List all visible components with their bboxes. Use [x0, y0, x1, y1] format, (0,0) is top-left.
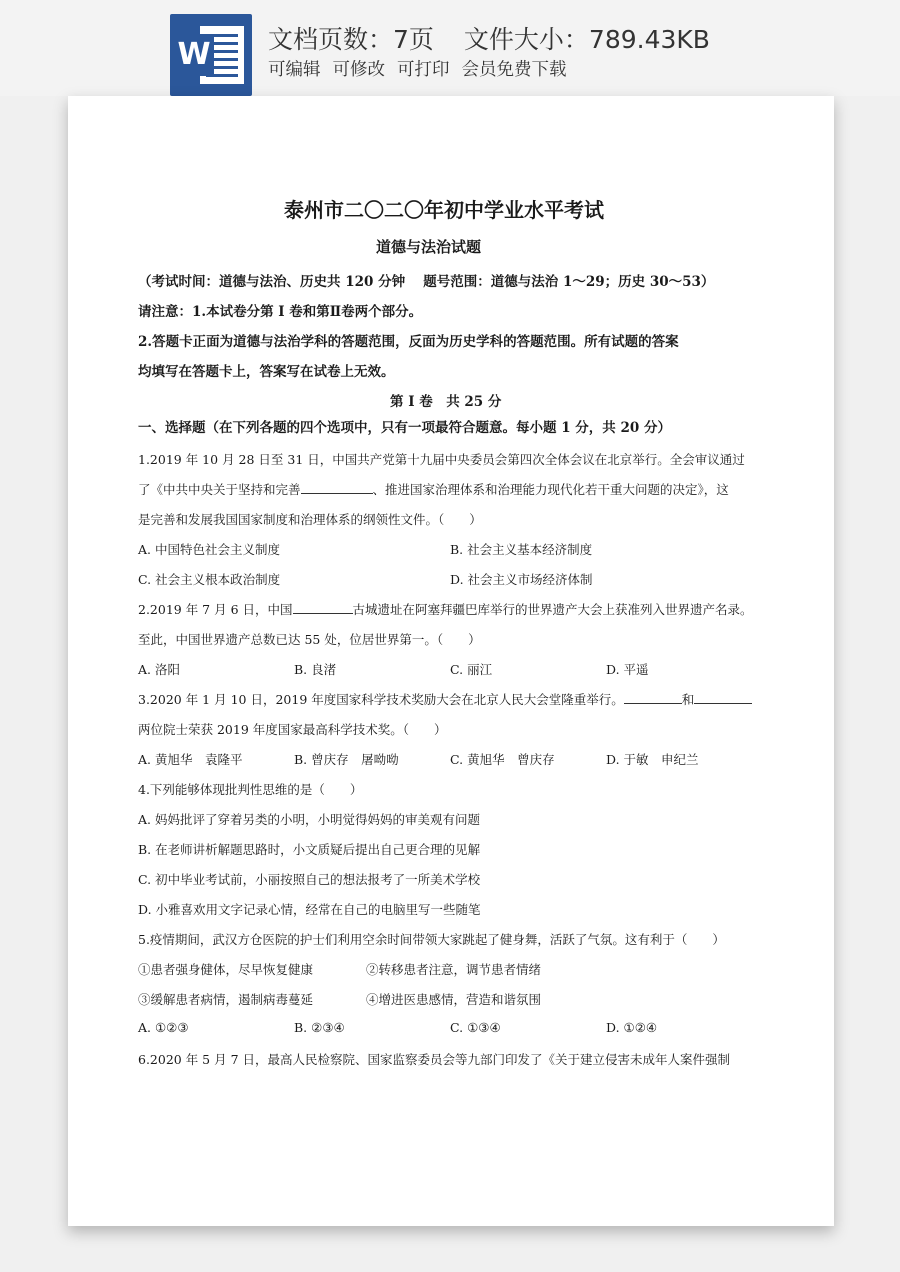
q5-statement-4: ④增进医患感情，营造和谐氛围 — [366, 992, 542, 1007]
exam-subtitle: 道德与法治试题 — [376, 238, 482, 256]
q5-statement-1: ①患者强身健体，尽早恢复健康 — [138, 962, 314, 977]
exam-title: 泰州市二〇二〇年初中学业水平考试 — [284, 198, 604, 222]
notice-2b: 均填写在答题卡上，答案写在试卷上无效。 — [138, 364, 395, 380]
feature-member-download: 会员免费下载 — [461, 60, 567, 80]
word-document-icon — [170, 14, 252, 96]
q2-option-c: C. 丽江 — [450, 662, 493, 677]
q1-line2 — [138, 480, 729, 498]
q4-line1: 4.下列能够体现批判性思维的是（ ） — [138, 782, 363, 797]
feature-list — [268, 56, 567, 81]
notice-2a: 2.答题卡正面为道德与法治学科的答题范围，反面为历史学科的答题范围。所有试题的答案 — [138, 334, 679, 350]
q5-option-a: A. ①②③ — [138, 1020, 189, 1035]
q3-option-a: A. 黄旭华 袁隆平 — [138, 752, 243, 767]
q2-option-d: D. 平遥 — [606, 662, 649, 677]
q5-statement-2: ②转移患者注意，调节患者情绪 — [366, 962, 542, 977]
q4-option-a: A. 妈妈批评了穿着另类的小明，小明觉得妈妈的审美观有问题 — [138, 812, 480, 827]
q2-option-b: B. 良渚 — [294, 662, 337, 677]
q2-line2: 至此，中国世界遗产总数已达 55 处，位居世界第一。（ ） — [138, 632, 481, 647]
q1-line3: 是完善和发展我国国家制度和治理体系的纲领性文件。（ ） — [138, 512, 482, 527]
page-count: 文档页数：7页 — [268, 25, 434, 54]
part-heading: 第 I 卷 共 25 分 — [390, 394, 502, 410]
q2-line1 — [138, 600, 753, 618]
q1-option-d: D. 社会主义市场经济体制 — [450, 572, 593, 587]
q5-option-d: D. ①②④ — [606, 1020, 658, 1035]
word-letter: W — [174, 34, 214, 76]
q1-option-c: C. 社会主义根本政治制度 — [138, 572, 281, 587]
q2-line1-start: 2.2019 年 7 月 6 日，中国 — [138, 602, 293, 617]
file-info — [268, 20, 710, 56]
answer-blank — [624, 691, 682, 704]
answer-blank — [301, 481, 373, 494]
q1-option-a: A. 中国特色社会主义制度 — [138, 542, 280, 557]
q5-statement-3: ③缓解患者病情，遏制病毒蔓延 — [138, 992, 314, 1007]
q4-option-d: D. 小雅喜欢用文字记录心情，经常在自己的电脑里写一些随笔 — [138, 902, 481, 917]
q3-line1 — [138, 690, 752, 708]
answer-blank — [293, 601, 353, 614]
q3-line2: 两位院士荣获 2019 年度国家最高科学技术奖。（ ） — [138, 722, 447, 737]
q3-option-d: D. 于敏 申纪兰 — [606, 752, 699, 767]
exam-info: （考试时间：道德与法治、历史共 120 分钟 题号范围：道德与法治 1～29；历史 30～53） — [138, 274, 715, 290]
q3-option-c: C. 黄旭华 曾庆存 — [450, 752, 555, 767]
section-heading: 一、选择题（在下列各题的四个选项中，只有一项最符合题意。每小题 1 分，共 20 分） — [138, 420, 671, 436]
feature-printable: 可打印 — [397, 60, 450, 80]
feature-modifiable: 可修改 — [332, 60, 385, 80]
q5-option-b: B. ②③④ — [294, 1020, 345, 1035]
q3-option-b: B. 曾庆存 屠呦呦 — [294, 752, 399, 767]
answer-blank — [694, 691, 752, 704]
file-size: 文件大小：789.43KB — [463, 25, 710, 54]
document-page — [68, 96, 834, 1226]
q4-option-c: C. 初中毕业考试前，小丽按照自己的想法报考了一所美术学校 — [138, 872, 481, 887]
q4-option-b: B. 在老师讲析解题思路时，小文质疑后提出自己更合理的见解 — [138, 842, 481, 857]
q1-line2-start: 了《中共中央关于坚持和完善 — [138, 482, 301, 497]
q1-line1: 1.2019 年 10 月 28 日至 31 日，中国共产党第十九届中央委员会第四次全体会议在北京举行。全会审议通过 — [138, 452, 745, 467]
q2-line1-end: 古城遗址在阿塞拜疆巴库举行的世界遗产大会上获准列入世界遗产名录。 — [352, 602, 753, 617]
q1-line2-end: 、推进国家治理体系和治理能力现代化若干重大问题的决定》，这 — [372, 482, 729, 497]
download-banner — [0, 0, 900, 96]
q3-line1-and: 和 — [681, 692, 695, 707]
q6-line1: 6.2020 年 5 月 7 日，最高人民检察院、国家监察委员会等九部门印发了《关于建立侵害未成年人案件强制 — [138, 1052, 731, 1067]
feature-editable: 可编辑 — [268, 60, 321, 80]
q3-line1-start: 3.2020 年 1 月 10 日，2019 年度国家科学技术奖励大会在北京人民大会堂隆重举行。 — [138, 692, 624, 707]
q1-option-b: B. 社会主义基本经济制度 — [450, 542, 593, 557]
q2-option-a: A. 洛阳 — [138, 662, 180, 677]
q5-line1: 5.疫情期间，武汉方仓医院的护士们利用空余时间带领大家跳起了健身舞，活跃了气氛。这有利于（ ） — [138, 932, 725, 947]
notice-1: 请注意：1.本试卷分第 I 卷和第Ⅱ卷两个部分。 — [138, 304, 423, 320]
q5-option-c: C. ①③④ — [450, 1020, 501, 1035]
